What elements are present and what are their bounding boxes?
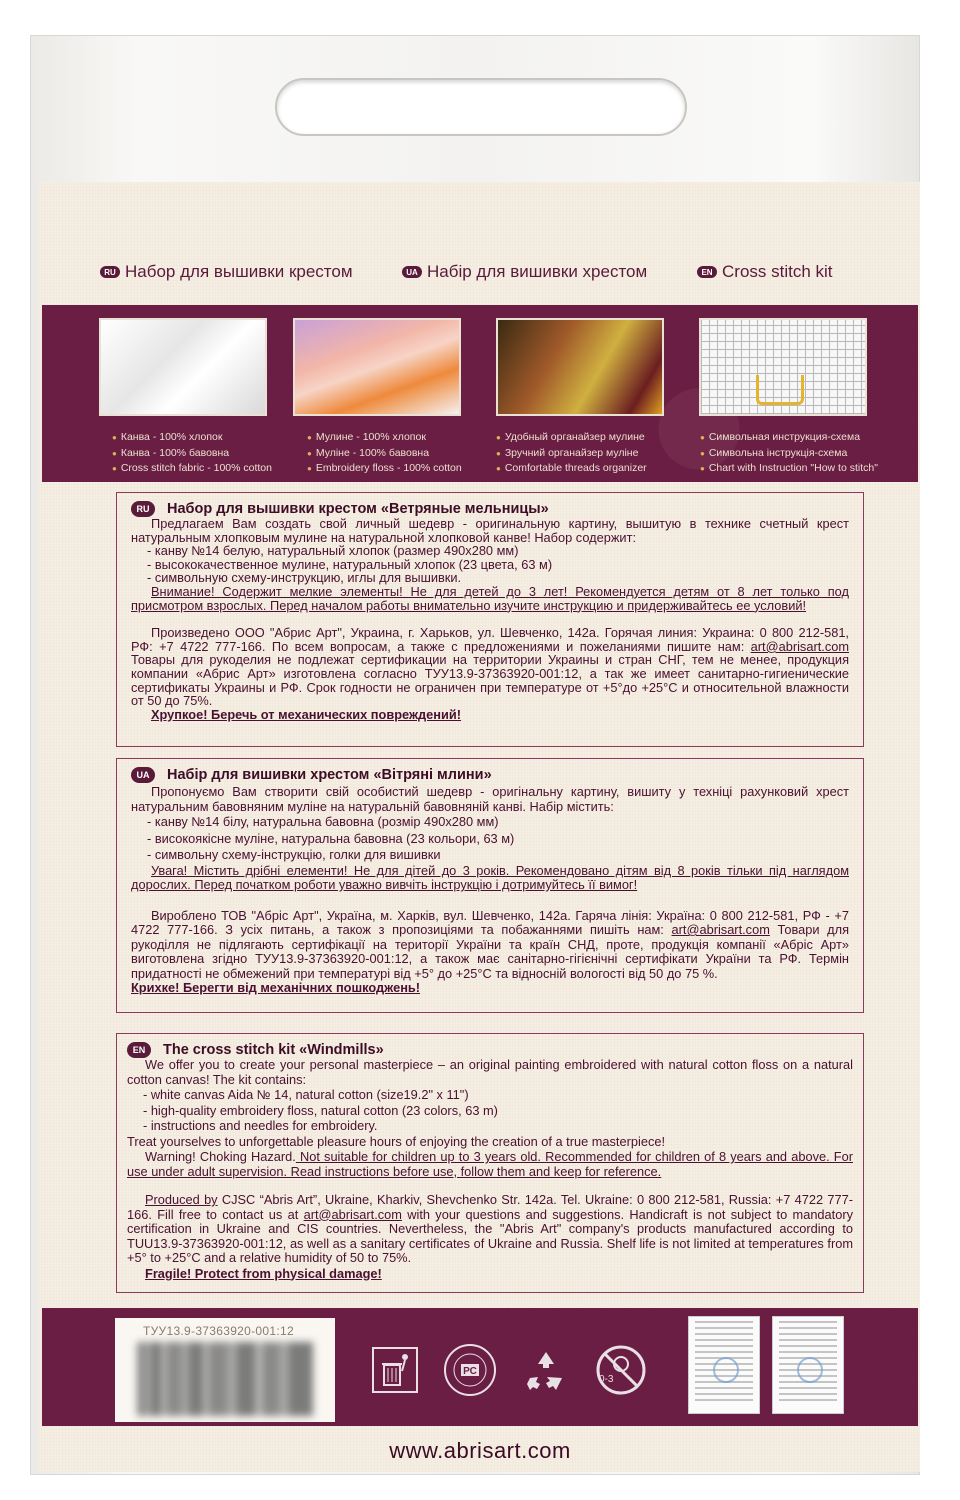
header-en (697, 262, 833, 282)
header-ru-title: Набор для вышивки крестом (125, 262, 353, 281)
age-label: 0-3 (599, 1374, 614, 1385)
en-warning-a: Warning! Choking Hazard. (145, 1149, 296, 1164)
ua-item: - канву №14 білу, натуральна бавовна (розмір 490х280 мм) (147, 814, 499, 829)
recycle-icon (518, 1342, 574, 1398)
ua-item: - символьну схему-інструкцію, голки для вишивки (147, 847, 441, 862)
ua-producer-text-a: Вироблено ТОВ "Абріс Арт", Україна, м. Харків, вул. Шевченко, 142а. Гаряча лінія: Україна: 0 800 212-581, РФ - +7 4722 777-166. З усіх питань, а також з пропозиціями та побажаннями пишіть нам: (131, 907, 849, 937)
ru-description-block (116, 492, 864, 747)
feature-list-canvas (112, 430, 272, 477)
ru-item: - высококачественное мулине, натуральный хлопок (23 цвета, 63 м) (147, 556, 553, 572)
feature-item: ● Зручний органайзер муліне (496, 446, 647, 462)
header-en-title: Cross stitch kit (722, 262, 833, 281)
ua-email-link[interactable]: art@abrisart.com (671, 922, 770, 937)
en-badge: EN (697, 266, 717, 278)
en-treat: Treat yourselves to unforgettable pleasure hours of enjoying the creation of a true masterpiece! (127, 1133, 666, 1149)
feature-list-organizer (496, 430, 647, 477)
en-intro: We offer you to create your personal masterpiece – an original painting embroidered with natural cotton floss on a natural cotton canvas! The kit contains: (127, 1057, 853, 1087)
en-producer-info (127, 1193, 853, 1266)
ru-fragile: Хрупкое! Беречь от механических повреждений! (151, 706, 462, 722)
feature-list-chart (700, 430, 878, 477)
website-url[interactable]: www.abrisart.com (389, 1438, 571, 1463)
feature-item: ● Мулине - 100% хлопок (307, 430, 462, 446)
feature-list-floss (307, 430, 462, 477)
ua-warning: Увага! Містить дрібні елементи! Не для дітей до 3 років. Рекомендовано дітям від 8 років тільки під наглядом дорослих. Перед початком роботи уважно вивчіть інструкцію і дотримуйтесь її вимог! (131, 862, 849, 892)
feature-item: ● Comfortable threads organizer (496, 461, 647, 477)
ru-producer-text-b: Товары для рукоделия не подлежат сертификации на территории Украины и стран СНГ, тем не менее, продукция компании «Абрис Арт» изготовлена согласно ТУУ13.9-37363920-001:12, а так же имеет санитарно-гигиенические сертификаты Украины и РФ. Срок годности не ограничен при температуре от +5°до +25°С и относительной влажности от 50 до 75%. (131, 652, 849, 709)
trash-bin-icon (367, 1342, 423, 1398)
en-warning-b: Not suitable for children up to 3 years old. Recommended for children of 8 years and above. For use under adult supervision. Read instructions before use, follow them and keep for reference. (127, 1149, 853, 1179)
organizer-photo (496, 318, 664, 416)
ru-badge: RU (131, 501, 155, 517)
header-ua-title: Набір для вишивки хрестом (427, 262, 648, 281)
en-item: - high-quality embroidery floss, natural cotton (23 colors, 63 m) (143, 1102, 498, 1118)
en-email-link[interactable]: art@abrisart.com (303, 1206, 402, 1222)
language-header-row (0, 262, 960, 284)
ru-title-text: Набор для вышивки крестом «Ветряные мельницы» (167, 501, 549, 517)
ru-title (131, 501, 849, 517)
feature-item: ● Муліне - 100% бавовна (307, 446, 462, 462)
ua-badge: UA (131, 767, 155, 783)
chart-photo (699, 318, 867, 416)
ru-producer-info (131, 626, 849, 708)
ua-description-block (116, 758, 864, 1013)
en-produced-by: Produced by (145, 1192, 218, 1207)
floss-photo (293, 318, 461, 416)
feature-item: ● Удобный органайзер мулине (496, 430, 647, 446)
en-item: - white canvas Aida № 14, natural cotton (size19.2" x 11") (143, 1087, 469, 1102)
ru-item: - канву №14 белую, натуральный хлопок (размер 490х280 мм) (147, 543, 519, 559)
ua-producer-text-b: Товари для рукоділля не підлягають сертифікації на території України та країн СНД, проте, продукція компанії «Абріс Арт» виготовлена згідно ТУУ13.9-37363920-001:12, а також має санітарно-гігієнічні сертифікати України та РФ. Термін придатності не обмежений при температурі від +5° до +25°С та відносній вологості від 50 до 75 %. (131, 922, 850, 981)
ru-intro: Предлагаем Вам создать свой личный шедевр - оригинальную картину, вышитую в технике счетный крест натуральным хлопковым мулине на натуральной хлопковой канве! Набор содержит: (131, 516, 849, 545)
ru-badge: RU (100, 266, 120, 278)
en-producer-text-b: with your questions and suggestions. Handicraft is not subject to mandatory certification in Ukraine and CIS countries. Nevertheless, the "Abris Art" company's products manufactured according to TUU13.9-37363920-001:12, as well as a sanitary certificates of Ukraine and Russia. Shelf life is not limited at temperatures from +5° to +25°C and a relative humidity of 50 to 75%. (127, 1206, 853, 1265)
no-children-0-3-icon (593, 1342, 649, 1398)
en-fragile: Fragile! Protect from physical damage! (145, 1265, 382, 1281)
ua-producer-info (131, 909, 849, 982)
en-description-block (116, 1033, 864, 1293)
feature-item: ● Cross stitch fabric - 100% cotton (112, 461, 272, 477)
certificate-ukraine (688, 1316, 760, 1414)
en-badge: EN (127, 1042, 151, 1058)
barcode-blurred (137, 1342, 313, 1416)
en-warning (127, 1149, 853, 1179)
ua-item: - високоякісне муліне, натуральна бавовна (23 кольори, 63 м) (147, 830, 515, 846)
feature-item: ● Chart with Instruction "How to stitch" (700, 461, 878, 477)
svg-text:РС: РС (463, 1366, 477, 1377)
header-ru (100, 262, 353, 282)
en-title (127, 1042, 853, 1058)
barcode-area (115, 1318, 335, 1422)
ru-warning: Внимание! Содержит мелкие элементы! Не для детей до 3 лет! Рекомендуется детям от 8 лет только под присмотром взрослых. Перед началом работы внимательно изучите инструкцию и придерживайтесь ее условий! (131, 583, 849, 613)
feature-item: ● Символьная инструкция-схема (700, 430, 878, 446)
standard-code: ТУУ13.9-37363920-001:12 (143, 1324, 294, 1338)
feature-item: ● Канва - 100% хлопок (112, 430, 272, 446)
en-item: - instructions and needles for embroidery. (143, 1118, 378, 1133)
ru-item: - символьную схему-инструкцию, иглы для вышивки. (147, 570, 462, 586)
ua-intro: Пропонуємо Вам створити свій особистий шедевр - оригінальну картину, вишиту у техніці рахунковий хрест натуральним бавовняним муліне на натуральній бавовняній канві. Набір містить: (131, 784, 849, 814)
ua-title-text: Набір для вишивки хрестом «Вітряні млини» (167, 767, 492, 783)
feature-item: ● Символьна інструкція-схема (700, 446, 878, 462)
canvas-photo (99, 318, 267, 416)
hanger-slot (275, 78, 687, 136)
en-producer-text-a: CJSC “Abris Art”, Ukraine, Kharkiv, Shevchenko Str. 142a. Tel. Ukraine: 0 800 212-581, Russia: +7 4722 777-166. Fill free to contact us at (127, 1192, 853, 1222)
feature-item: ● Канва - 100% бавовна (112, 446, 272, 462)
certificate-russia (772, 1316, 844, 1414)
voluntary-certification-icon (442, 1342, 498, 1398)
en-title-text: The cross stitch kit «Windmills» (163, 1042, 384, 1058)
header-ua (402, 262, 647, 282)
ua-badge: UA (402, 266, 422, 278)
ru-producer-text-a: Произведено ООО "Абрис Арт", Украина, г. Харьков, ул. Шевченко, 142а. Горячая линия: Украина: 0 800 212-581, РФ: +7 4722 777-166. По всем вопросам, а также с предложениями и пожеланиями пишите нам: (131, 625, 849, 654)
ua-title (131, 767, 849, 783)
ua-fragile: Крихке! Берегти від механічних пошкоджень! (131, 980, 421, 995)
ru-email-link[interactable]: art@abrisart.com (750, 638, 849, 654)
feature-item: ● Embroidery floss - 100% cotton (307, 461, 462, 477)
